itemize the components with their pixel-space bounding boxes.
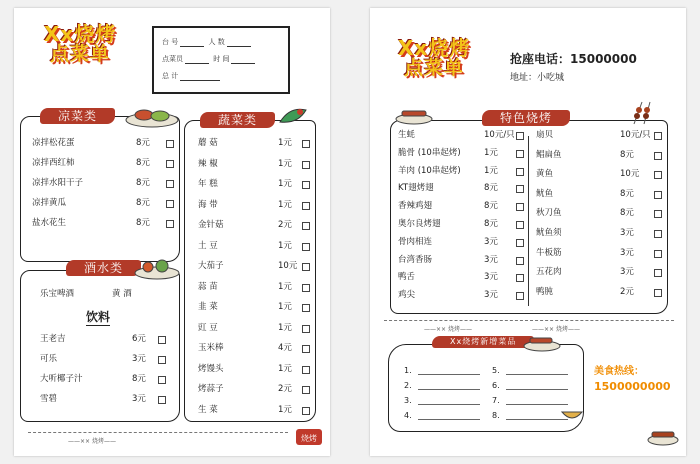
menu-item-price: 3元 [484, 290, 498, 301]
menu-item-row[interactable] [198, 261, 310, 272]
menu-item-price: 2元 [620, 286, 634, 297]
left-footer-divider [28, 432, 288, 433]
menu-item-name: 雪碧 [40, 394, 58, 404]
menu-item-name: 凉拌西红柿 [32, 158, 75, 168]
special-bbq-divider [528, 136, 529, 306]
menu-item-row[interactable] [398, 183, 526, 194]
order-checkbox[interactable] [516, 150, 524, 158]
menu-item-price: 8元 [136, 218, 150, 228]
order-checkbox[interactable] [302, 284, 310, 292]
right-footer-text-1: ——×× 烧烤—— [424, 326, 472, 333]
menu-item-name: 生 菜 [198, 404, 218, 415]
menu-item-price: 3元 [132, 394, 146, 404]
menu-item-price: 3元 [620, 267, 634, 278]
menu-item-row[interactable] [32, 218, 172, 229]
menu-item-row[interactable] [198, 282, 310, 293]
menu-item-name: 脆骨 (10串起烤) [398, 147, 461, 158]
order-checkbox[interactable] [516, 221, 524, 229]
menu-item-name: 鱿鱼须 [536, 228, 562, 238]
skewer-plate-icon [394, 104, 434, 126]
menu-item-name: 奥尔良烤翅 [398, 219, 441, 229]
order-checkbox[interactable] [516, 168, 524, 176]
waiter-field[interactable] [185, 55, 209, 64]
time-field[interactable] [231, 55, 255, 64]
svg-text:烧烤: 烧烤 [301, 434, 317, 443]
order-checkbox[interactable] [158, 336, 166, 344]
order-checkbox[interactable] [516, 185, 524, 193]
menu-item-price: 1元 [484, 147, 498, 158]
order-checkbox[interactable] [166, 200, 174, 208]
menu-item-name: 年 糕 [198, 179, 218, 189]
menu-item-row[interactable] [398, 290, 526, 301]
menu-item-row[interactable] [198, 405, 310, 416]
menu-item-row[interactable] [40, 394, 170, 405]
new-dish-slot-number: 5. [492, 366, 500, 375]
menu-item-row[interactable] [198, 343, 310, 354]
menu-item-price: 1元 [278, 138, 292, 148]
menu-item-row[interactable] [398, 201, 526, 212]
menu-item-row[interactable] [40, 334, 170, 345]
menu-item-row[interactable] [32, 198, 172, 209]
menu-item-price: 6元 [132, 334, 146, 344]
phone-label: 抢座电话： [510, 52, 571, 66]
menu-item-name: 王老吉 [40, 334, 66, 344]
drinks-plate-icon [132, 254, 182, 280]
menu-item-price: 1元 [278, 199, 292, 210]
time-label: 时 间 [213, 55, 230, 63]
menu-item-price: 3元 [620, 247, 634, 258]
menu-item-price: 4元 [278, 343, 292, 353]
skewers-icon [628, 100, 658, 126]
menu-item-name: 凉拌松花蛋 [32, 138, 75, 148]
menu-item-name: 韭 菜 [198, 302, 218, 312]
waiter-label: 点菜员 [162, 55, 183, 63]
menu-item-row[interactable] [198, 179, 310, 190]
menu-item-price: 3元 [484, 254, 498, 265]
menu-item-price: 8元 [620, 149, 634, 160]
menu-item-price: 8元 [136, 138, 150, 148]
menu-item-name: 鸭舌 [398, 272, 416, 283]
menu-item-name: 辣 椒 [198, 158, 218, 169]
total-field[interactable] [180, 72, 220, 81]
table-no-field[interactable] [180, 38, 204, 47]
menu-item-name: 凉拌水阳干子 [32, 178, 84, 188]
menu-item-price: 1元 [278, 302, 292, 312]
menu-item-row[interactable] [536, 169, 664, 180]
menu-item-name: 土 豆 [198, 240, 218, 251]
menu-item-row[interactable] [198, 323, 310, 334]
menu-item-name: 烤蒜子 [198, 384, 224, 394]
new-dish-slot[interactable] [404, 396, 480, 405]
new-dish-slot[interactable] [492, 411, 568, 420]
menu-item-row[interactable] [198, 220, 310, 231]
order-checkbox[interactable] [302, 243, 310, 251]
order-checkbox[interactable] [654, 132, 662, 140]
menu-item-price: 8元 [136, 198, 150, 208]
menu-item-name: 黄鱼 [536, 169, 554, 180]
menu-item-name: 凉拌黄瓜 [32, 198, 67, 208]
menu-item-name: KT翅烤翅 [398, 183, 434, 194]
order-checkbox[interactable] [654, 210, 662, 218]
order-checkbox[interactable] [166, 140, 174, 148]
new-dish-slot-number: 6. [492, 381, 500, 390]
new-dish-slot-number: 2. [404, 381, 412, 390]
new-dish-slot-number: 7. [492, 396, 500, 405]
order-checkbox[interactable] [302, 407, 310, 415]
menu-item-name: 金针菇 [198, 220, 224, 230]
menu-item-name: 大茄子 [198, 261, 224, 271]
menu-item-price: 2元 [278, 384, 292, 394]
new-dish-write-line[interactable] [506, 381, 568, 390]
menu-item-price: 8元 [132, 374, 146, 384]
menu-item-name: 牛板筋 [536, 247, 562, 258]
menu-item-name: 鲳扁鱼 [536, 149, 562, 160]
menu-item-row[interactable] [536, 248, 664, 259]
right-menu-page [370, 8, 686, 456]
menu-item-price: 10元/只 [620, 130, 651, 140]
menu-item-row[interactable] [198, 364, 310, 375]
order-checkbox[interactable] [158, 356, 166, 364]
menu-item-row[interactable] [536, 228, 664, 239]
new-dish-slot[interactable] [404, 411, 480, 420]
menu-item-name: 秋刀鱼 [536, 208, 562, 219]
new-dish-write-line[interactable] [506, 411, 568, 420]
new-dishes-banner: Xx烧烤新增菜品 [432, 336, 534, 348]
menu-item-row[interactable] [198, 384, 310, 395]
order-checkbox[interactable] [302, 325, 310, 333]
menu-item-price: 1元 [278, 240, 292, 251]
menu-item-name: 可乐 [40, 354, 58, 364]
menu-item-name: 台湾香肠 [398, 254, 433, 265]
menu-item-name: 蒜 苗 [198, 281, 218, 292]
bowl-icon [560, 404, 584, 424]
menu-item-row[interactable] [32, 178, 172, 189]
menu-item-price: 3元 [484, 272, 498, 283]
table-no-label: 台 号 [162, 38, 179, 46]
order-checkbox[interactable] [516, 239, 524, 247]
drinks-banner: 酒水类 [66, 260, 141, 276]
new-dish-slot[interactable] [492, 396, 568, 405]
menu-item-price: 8元 [136, 158, 150, 168]
order-checkbox[interactable] [654, 191, 662, 199]
order-checkbox[interactable] [654, 289, 662, 297]
menu-item-name: 鸡尖 [398, 290, 416, 301]
menu-item-row[interactable] [398, 166, 526, 177]
order-checkbox[interactable] [166, 180, 174, 188]
cold-dishes-banner: 凉菜类 [40, 108, 115, 124]
new-dish-slot[interactable] [404, 366, 480, 375]
menu-item-price: 2元 [278, 220, 292, 230]
menu-item-row[interactable] [198, 138, 310, 149]
order-checkbox[interactable] [654, 230, 662, 238]
new-dish-write-line[interactable] [418, 411, 480, 420]
bbq-stamp-icon [294, 426, 324, 448]
total-label: 总 计 [162, 72, 179, 80]
menu-item-row[interactable] [536, 150, 664, 161]
grilled-meat-plate-icon [124, 102, 180, 128]
menu-item-price: 8元 [484, 201, 498, 212]
menu-item-row[interactable] [536, 287, 664, 298]
menu-item-row[interactable] [398, 237, 526, 248]
menu-item-row[interactable] [32, 158, 172, 169]
menu-item-name: 生蚝 [398, 130, 416, 140]
special-bbq-banner: 特色烧烤 [482, 110, 570, 126]
vegetables-banner: 蔬菜类 [200, 112, 275, 128]
menu-item-row[interactable] [40, 354, 170, 365]
menu-item-row[interactable] [536, 208, 664, 219]
new-dish-write-line[interactable] [506, 366, 568, 375]
order-checkbox[interactable] [516, 203, 524, 211]
menu-item-name: 扇贝 [536, 130, 554, 140]
menu-item-price: 8元 [136, 178, 150, 188]
order-checkbox[interactable] [158, 396, 166, 404]
new-dish-slot[interactable] [404, 381, 480, 390]
left-menu-page [14, 8, 330, 456]
menu-item-name: 海 带 [198, 199, 218, 210]
order-checkbox[interactable] [516, 292, 524, 300]
hotline-label: 美食热线： [594, 366, 644, 377]
menu-item-row[interactable] [198, 200, 310, 211]
menu-item-name: 蘑 菇 [198, 138, 218, 148]
menu-item-row[interactable] [536, 130, 664, 141]
menu-item-price: 8元 [484, 183, 498, 194]
new-dish-write-line[interactable] [418, 396, 480, 405]
right-footer-text-2: ——×× 烧烤—— [532, 326, 580, 333]
menu-item-price: 3元 [484, 236, 498, 247]
left-footer-text: ——×× 烧烤—— [68, 438, 116, 445]
menu-item-name: 烤馒头 [198, 363, 224, 374]
order-checkbox[interactable] [516, 257, 524, 265]
menu-item-name: 香辣鸡翅 [398, 201, 433, 212]
order-checkbox[interactable] [302, 386, 310, 394]
order-checkbox[interactable] [516, 274, 524, 282]
order-checkbox[interactable] [302, 181, 310, 189]
new-dish-slot-number: 1. [404, 366, 412, 375]
order-checkbox[interactable] [302, 202, 310, 210]
new-dishes-plate-icon [522, 332, 562, 352]
menu-item-row[interactable] [398, 255, 526, 266]
order-checkbox[interactable] [166, 160, 174, 168]
right-logo: Xx烧烤 点菜单 [398, 36, 471, 79]
menu-item-name: 骨肉相连 [398, 236, 433, 247]
menu-item-name: 鸭肫 [536, 286, 554, 297]
menu-item-price: 3元 [620, 228, 634, 238]
menu-item-price: 10元 [278, 261, 298, 271]
menu-item-price: 3元 [132, 354, 146, 364]
menu-item-price: 1元 [278, 363, 292, 374]
menu-item-name: 五花肉 [536, 267, 562, 278]
new-dish-slot[interactable] [492, 366, 568, 375]
menu-item-name: 大听椰子汁 [40, 374, 83, 384]
new-dish-slot-number: 8. [492, 411, 500, 420]
order-checkbox[interactable] [516, 132, 524, 140]
order-checkbox[interactable] [654, 269, 662, 277]
vegetable-icon [276, 102, 310, 128]
left-logo: Xx烧烤 点菜单 [44, 22, 117, 65]
new-dish-slot-number: 4. [404, 411, 412, 420]
people-field[interactable] [227, 38, 251, 47]
menu-item-price: 1元 [278, 179, 292, 189]
people-label: 人 数 [208, 38, 225, 46]
menu-item-price: 8元 [484, 219, 498, 229]
order-checkbox[interactable] [302, 345, 310, 353]
menu-item-row[interactable] [198, 159, 310, 170]
order-checkbox[interactable] [654, 152, 662, 160]
order-checkbox[interactable] [166, 220, 174, 228]
phone-line [510, 50, 637, 67]
phone-number: 15000000 [570, 52, 637, 66]
menu-item-row[interactable] [398, 272, 526, 283]
menu-item-price: 8元 [620, 188, 634, 199]
order-checkbox[interactable] [302, 161, 310, 169]
menu-item-row[interactable] [398, 130, 526, 141]
beer-row: 乐宝啤酒 黄 酒 [40, 289, 132, 299]
menu-item-name: 盐水花生 [32, 218, 67, 228]
menu-item-price: 1元 [278, 322, 292, 333]
menu-item-price: 10元 [620, 169, 640, 180]
bbq-grill-icon [646, 426, 680, 448]
menu-item-name: 羊肉 (10串起烤) [398, 165, 461, 176]
order-checkbox[interactable] [302, 366, 310, 374]
new-dish-slot[interactable] [492, 381, 568, 390]
menu-item-price: 1元 [484, 165, 498, 176]
order-checkbox[interactable] [158, 376, 166, 384]
menu-item-name: 鱿鱼 [536, 188, 554, 199]
menu-item-row[interactable] [536, 189, 664, 200]
new-dish-write-line[interactable] [506, 396, 568, 405]
menu-item-price: 10元/只 [484, 130, 515, 140]
order-checkbox[interactable] [302, 222, 310, 230]
new-dish-write-line[interactable] [418, 381, 480, 390]
menu-item-price: 1元 [278, 158, 292, 169]
address-text: 地址：小吃城 [510, 73, 565, 83]
menu-item-row[interactable] [536, 267, 664, 278]
order-checkbox[interactable] [654, 171, 662, 179]
hotline-number: 1500000000 [594, 380, 671, 393]
order-checkbox[interactable] [302, 263, 310, 271]
menu-item-row[interactable] [198, 241, 310, 252]
menu-item-name: 豇 豆 [198, 322, 218, 333]
order-checkbox[interactable] [302, 304, 310, 312]
menu-item-price: 1元 [278, 404, 292, 415]
menu-item-price: 8元 [620, 208, 634, 219]
menu-item-name: 玉米棒 [198, 343, 224, 353]
new-dish-slot-number: 3. [404, 396, 412, 405]
menu-item-row[interactable] [32, 138, 172, 149]
menu-item-row[interactable] [398, 219, 526, 230]
order-checkbox[interactable] [302, 140, 310, 148]
menu-item-row[interactable] [398, 148, 526, 159]
menu-item-row[interactable] [40, 374, 170, 385]
menu-item-price: 1元 [278, 281, 292, 292]
right-footer-divider [384, 320, 674, 321]
order-info-box [152, 26, 290, 94]
menu-item-row[interactable] [198, 302, 310, 313]
beverages-subtitle: 饮料 [86, 310, 111, 324]
order-checkbox[interactable] [654, 250, 662, 258]
new-dish-write-line[interactable] [418, 366, 480, 375]
